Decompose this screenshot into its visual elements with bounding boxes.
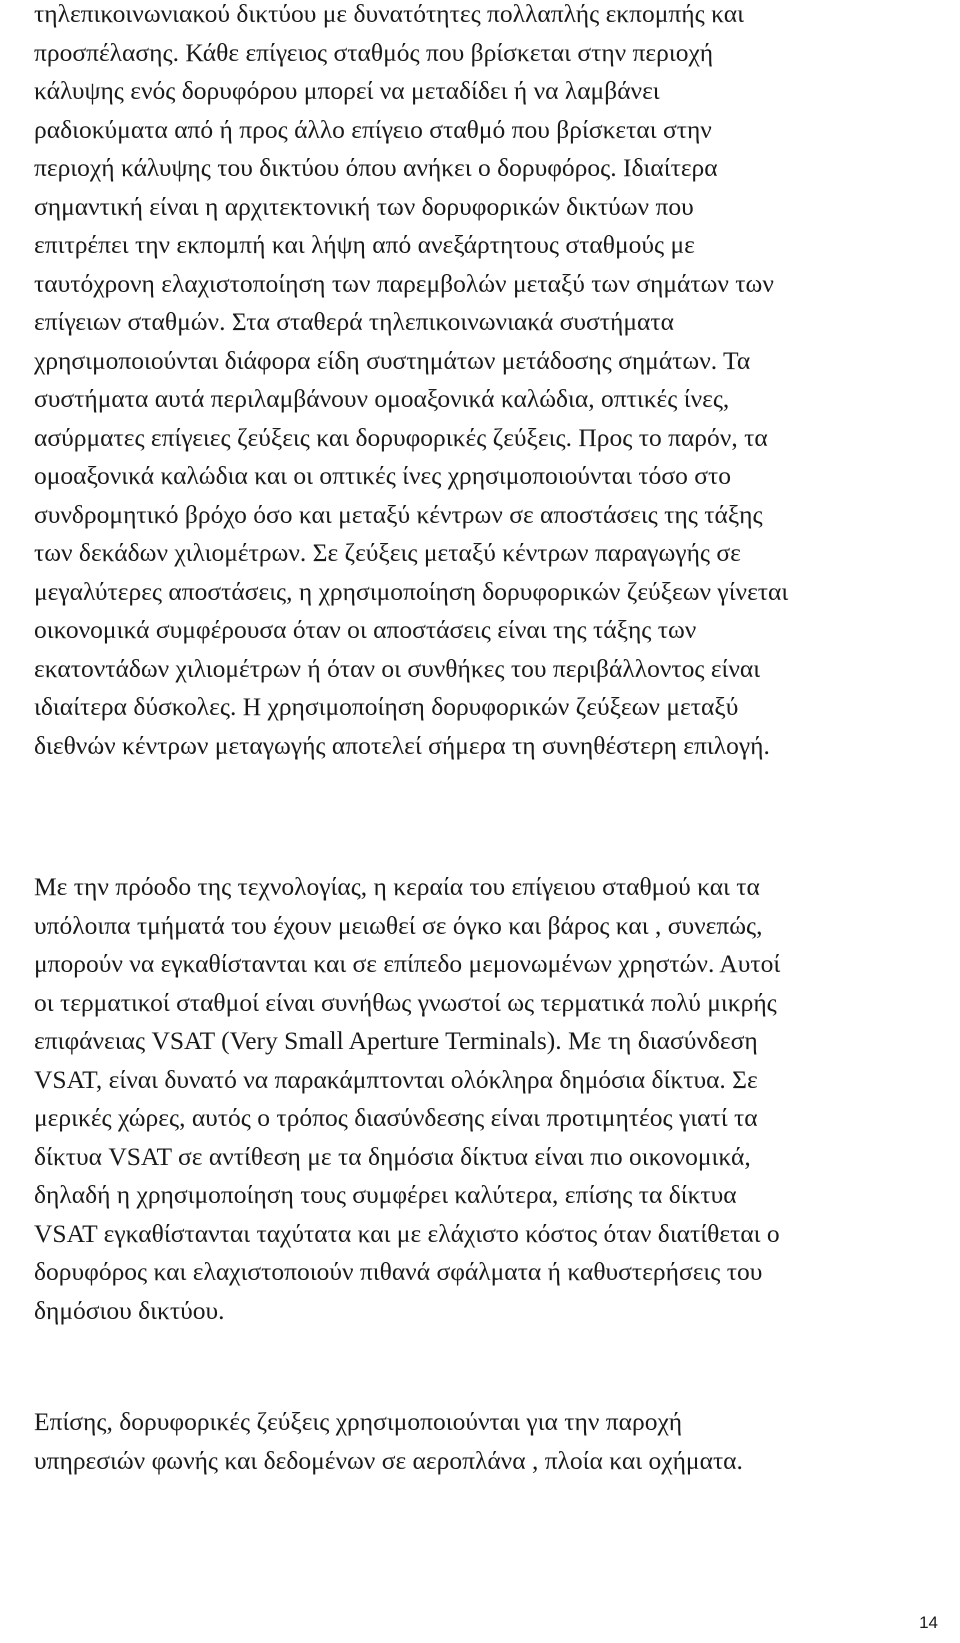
text-line: εκατοντάδων χιλιομέτρων ή όταν οι συνθήκες του περιβάλλοντος είναι (34, 653, 761, 683)
text-line: μερικές χώρες, αυτός ο τρόπος διασύνδεσης είναι προτιμητέος γιατί τα (34, 1103, 758, 1132)
text-line: μπορούν να εγκαθίστανται και σε επίπεδο μεμονωμένων χρηστών. Αυτοί (34, 949, 781, 978)
text-line: επιφάνειας VSAT (Very Small Aperture Terminals). Με τη διασύνδεση (34, 1026, 758, 1055)
text-line: τηλεπικοινωνιακού δικτύου με δυνατότητες πολλαπλής εκπομπής και (34, 0, 744, 28)
text-line: σημαντική είναι η αρχιτεκτονική των δορυφορικών δικτύων που (34, 191, 694, 221)
text-line: περιοχή κάλυψης του δικτύου όπου ανήκει ο δορυφόρος. Ιδιαίτερα (34, 153, 718, 182)
text-line: δορυφόρος και ελαχιστοποιούν πιθανά σφάλματα ή καθυστερήσεις του (34, 1257, 763, 1286)
text-line: ιδιαίτερα δύσκολες. Η χρησιμοποίηση δορυφορικών ζεύξεων μεταξύ (34, 692, 739, 721)
text-line: ταυτόχρονη ελαχιστοποίηση των παρεμβολών μεταξύ των σημάτων των (34, 268, 774, 298)
text-line: VSAT εγκαθίστανται ταχύτατα και με ελάχιστο κόστος όταν διατίθεται ο (34, 1218, 780, 1248)
text-line: μεγαλύτερες αποστάσεις, η χρησιμοποίηση δορυφορικών ζεύξεων γίνεται (34, 576, 789, 606)
text-line: ομοαξονικά καλώδια και οι οπτικές ίνες χρησιμοποιούνται τόσο στο (34, 461, 731, 490)
text-line: ασύρματες επίγειες ζεύξεις και δορυφορικές ζεύξεις. Προς το παρόν, τα (34, 422, 768, 452)
text-line: προσπέλασης. Κάθε επίγειος σταθμός που βρίσκεται στην περιοχή (34, 37, 714, 67)
paragraph-satellite-networks (34, 0, 934, 765)
text-line: Επίσης, δορυφορικές ζεύξεις χρησιμοποιούνται για την παροχή (34, 1407, 683, 1436)
page-number: 14 (919, 1613, 938, 1632)
text-line: επίγειων σταθμών. Στα σταθερά τηλεπικοινωνιακά συστήματα (34, 307, 674, 336)
text-line: δηλαδή η χρησιμοποίηση τους συμφέρει καλύτερα, επίσης τα δίκτυα (34, 1180, 737, 1209)
text-line: οικονομικά συμφέρουσα όταν οι αποστάσεις είναι της τάξης των (34, 615, 697, 644)
text-line: οι τερματικοί σταθμοί είναι συνήθως γνωστοί ως τερματικά πολύ μικρής (34, 987, 777, 1017)
text-line: επιτρέπει την εκπομπή και λήψη από ανεξάρτητους σταθμούς με (34, 230, 695, 259)
text-line: υπηρεσιών φωνής και δεδομένων σε αεροπλάνα , πλοία και οχήματα. (34, 1445, 743, 1475)
text-line: ραδιοκύματα από ή προς άλλο επίγειο σταθμό που βρίσκεται στην (34, 114, 712, 144)
paragraph-vsat (34, 868, 934, 1330)
text-line: διεθνών κέντρων μεταγωγής αποτελεί σήμερα τη συνηθέστερη επιλογή. (34, 730, 770, 760)
text-line: κάλυψης ενός δορυφόρου μπορεί να μεταδίδει ή να λαμβάνει (34, 76, 660, 105)
text-line: δημόσιου δικτύου. (34, 1295, 225, 1325)
text-line: συστήματα αυτά περιλαμβάνουν ομοαξονικά καλώδια, οπτικές ίνες, (34, 384, 730, 413)
text-line: δίκτυα VSAT σε αντίθεση με τα δημόσια δίκτυα είναι πιο οικονομικά, (34, 1141, 751, 1171)
text-line: συνδρομητικό βρόχο όσο και μεταξύ κέντρων σε αποστάσεις της τάξης (34, 499, 763, 529)
text-line: των δεκάδων χιλιομέτρων. Σε ζεύξεις μεταξύ κέντρων παραγωγής σε (34, 538, 741, 567)
text-line: Με την πρόοδο της τεχνολογίας, η κεραία του επίγειου σταθμού και τα (34, 872, 760, 901)
text-line: χρησιμοποιούνται διάφορα είδη συστημάτων μετάδοσης σημάτων. Τα (34, 345, 751, 375)
text-line: υπόλοιπα τμήματά του έχουν μειωθεί σε όγκο και βάρος και , συνεπώς, (34, 910, 763, 940)
text-line: VSAT, είναι δυνατό να παρακάμπτονται ολόκληρα δημόσια δίκτυα. Σε (34, 1064, 758, 1094)
paragraph-mobile-services (34, 1403, 934, 1480)
